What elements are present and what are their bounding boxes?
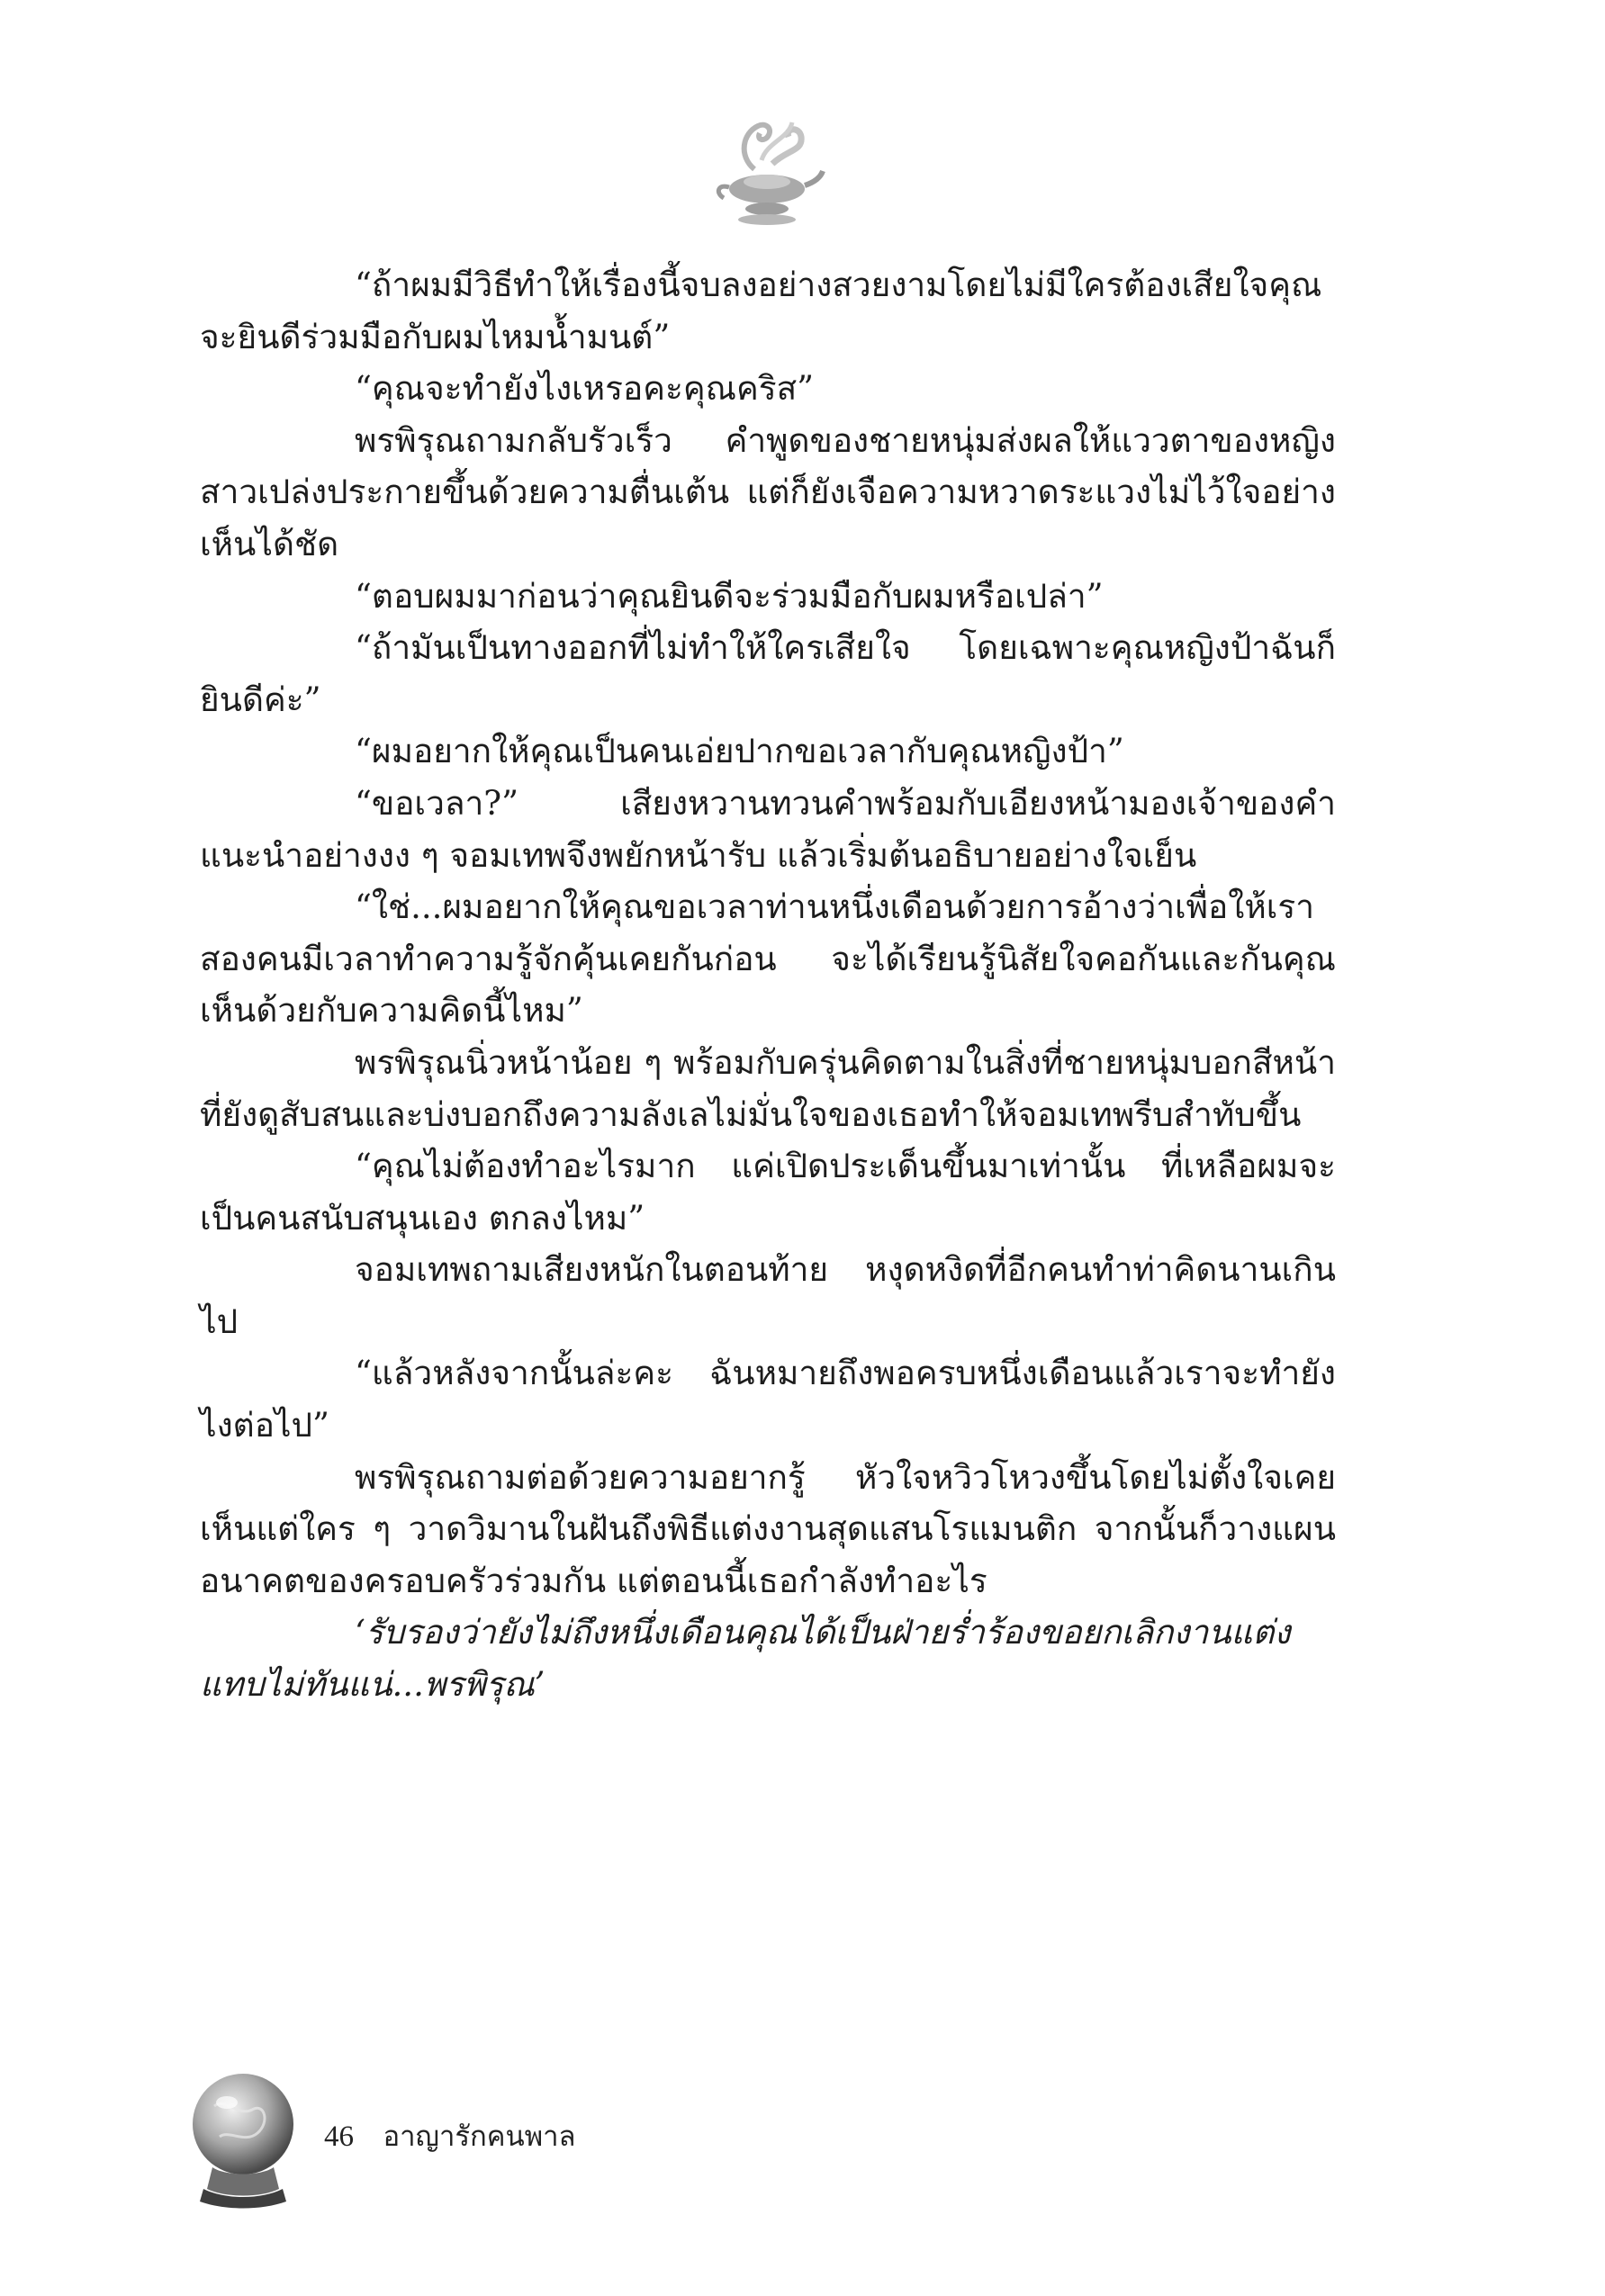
paragraph: “ผมอยากให้คุณเป็นคนเอ่ยปากขอเวลากับคุณหญิงป้า” [355, 732, 1124, 771]
page-footer [324, 2113, 576, 2158]
paragraph: “ขอเวลา?” เสียงหวานทวนคำพร้อมกับเอียงหน้ามองเจ้าของคำแนะนำอย่างงง ๆ จอมเทพจึงพยักหน้ารับ แล้วเริ่มต้นอธิบายอย่างใจเย็น [200, 783, 1336, 875]
crystal-ball-icon [189, 2070, 297, 2210]
book-title: อาญารักคนพาล [383, 2120, 576, 2153]
paragraph: “ถ้าผมมีวิธีทำให้เรื่องนี้จบลงอย่างสวยงามโดยไม่มีใครต้องเสียใจคุณจะยินดีร่วมมือกับผมไหมน้ำมนต์” [200, 266, 1322, 356]
lamp-icon [702, 106, 828, 232]
paragraph: “ถ้ามันเป็นทางออกที่ไม่ทำให้ใครเสียใจ โดยเฉพาะคุณหญิงป้าฉันก็ยินดีค่ะ” [200, 628, 1336, 719]
page-number: 46 [324, 2120, 354, 2153]
paragraph: “คุณไม่ต้องทำอะไรมาก แค่เปิดประเด็นขึ้นมาเท่านั้น ที่เหลือผมจะเป็นคนสนับสนุนเอง ตกลงไหม” [200, 1147, 1336, 1238]
paragraph: จอมเทพถามเสียงหนักในตอนท้าย หงุดหงิดที่อีกคนทำท่าคิดนานเกินไป [200, 1250, 1336, 1341]
paragraph: “ตอบผมมาก่อนว่าคุณยินดีจะร่วมมือกับผมหรือเปล่า” [355, 576, 1104, 616]
paragraph: พรพิรุณนิ่วหน้าน้อย ๆ พร้อมกับครุ่นคิดตามในสิ่งที่ชายหนุ่มบอกสีหน้าที่ยังดูสับสนและบ่งบอกถึงความลังเลไม่มั่นใจของเธอทำให้จอมเทพรีบสำทับขึ้น [200, 1042, 1336, 1134]
paragraph: พรพิรุณถามต่อด้วยความอยากรู้ หัวใจหวิวโหวงขึ้นโดยไม่ตั้งใจเคยเห็นแต่ใคร ๆ วาดวิมานในฝันถึงพิธีแต่งงานสุดแสนโรแมนติก จากนั้นก็วางแผนอนาคตของครอบครัวร่วมกัน แต่ตอนนี้เธอกำลังทำอะไร [200, 1457, 1336, 1600]
paragraph: “ใช่...ผมอยากให้คุณขอเวลาท่านหนึ่งเดือนด้วยการอ้างว่าเพื่อให้เราสองคนมีเวลาทำความรู้จักคุ้นเคยกันก่อน จะได้เรียนรู้นิสัยใจคอกันและกันคุณเห็นด้วยกับความคิดนี้ไหม” [200, 887, 1336, 1031]
paragraph: พรพิรุณถามกลับรัวเร็ว คำพูดของชายหนุ่มส่งผลให้แววตาของหญิงสาวเปล่งประกายขึ้นด้วยความตื่นเต้น แต่ก็ยังเจือความหวาดระแวงไม่ไว้ใจอย่างเห็นได้ชัด [200, 420, 1336, 563]
italic-paragraph: ‘รับรองว่ายังไม่ถึงหนึ่งเดือนคุณได้เป็นฝ่ายร่ำร้องขอยกเลิกงานแต่งแทบไม่ทันแน่...พรพิรุณ’ [200, 1613, 1291, 1705]
paragraph: “คุณจะทำยังไงเหรอคะคุณคริส” [355, 369, 815, 409]
paragraph: “แล้วหลังจากนั้นล่ะคะ ฉันหมายถึงพอครบหนึ่งเดือนแล้วเราจะทำยังไงต่อไป” [200, 1354, 1336, 1445]
body-text [200, 259, 1336, 1711]
